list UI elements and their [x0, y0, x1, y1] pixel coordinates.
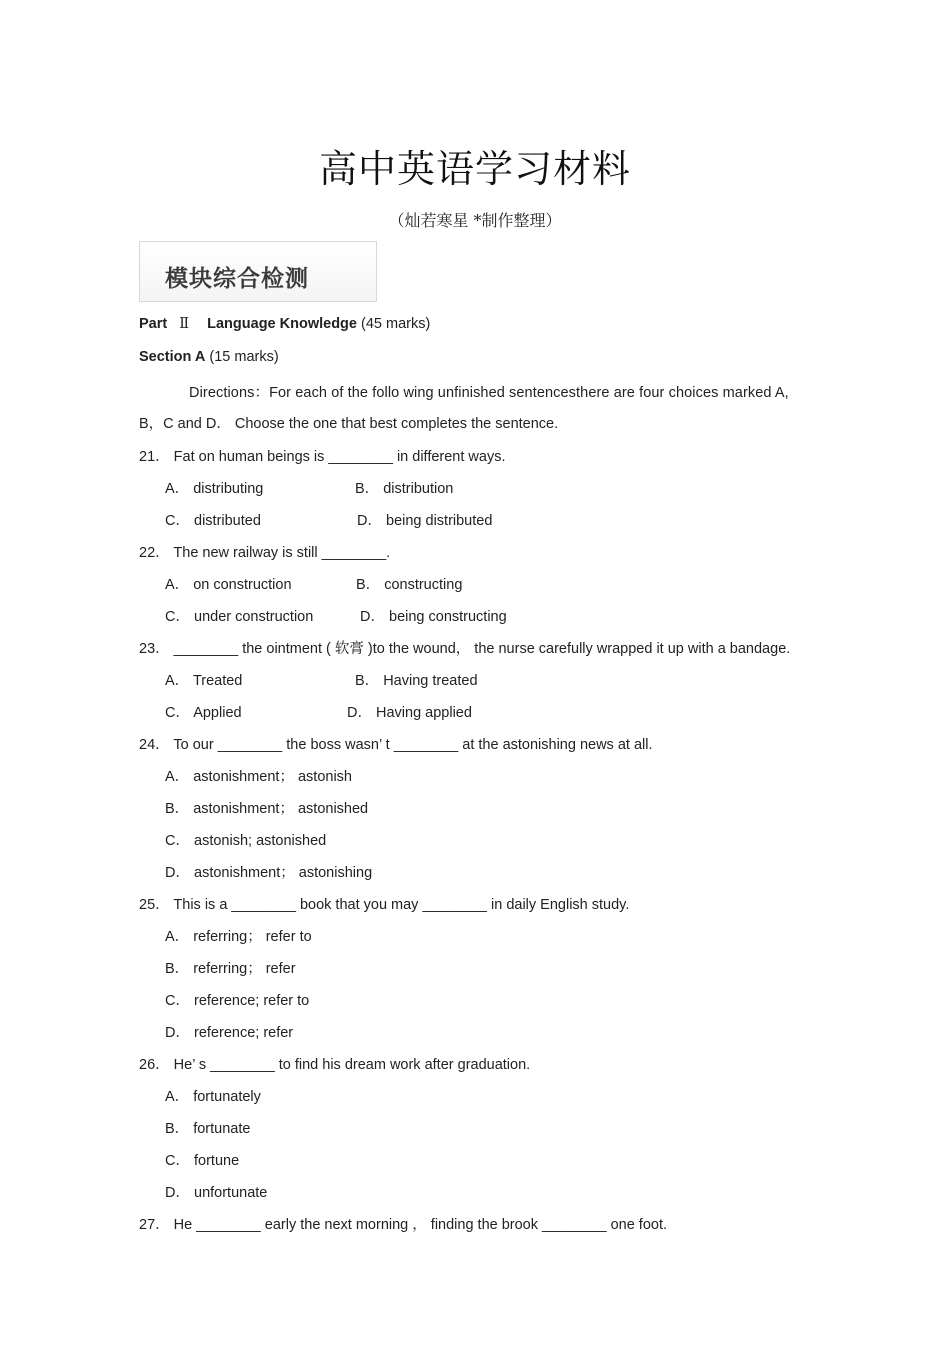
option-c: C． distributed	[165, 513, 261, 529]
option-d: D． unfortunate	[165, 1185, 268, 1201]
option-b: B． constructing	[356, 577, 463, 593]
question-stem: 27． He ________ early the next morning ， finding the brook ________ one foot.	[139, 1217, 668, 1233]
question-stem: 24． To our ________ the boss wasn’ t ________ at the astonishing news at all.	[139, 737, 653, 753]
option-b: B． Having treated	[355, 673, 478, 689]
part-name: Language Knowledge	[207, 316, 357, 332]
option-b: B． astonishment； astonished	[165, 801, 369, 817]
question-stem: 25． This is a ________ book that you may ________ in daily English study.	[139, 897, 630, 913]
option-d: D． astonishment； astonishing	[165, 865, 373, 881]
document-title: 高中英语学习材料	[318, 147, 631, 191]
directions-line-2: B，C and D． Choose the one that best completes the sentence.	[139, 416, 559, 432]
section-heading	[139, 349, 279, 365]
directions-line-1: Directions：For each of the follo wing unfinished sentencesthere are four choices marked A,	[189, 385, 789, 401]
option-d: D． being constructing	[360, 609, 507, 625]
option-a: A． Treated	[165, 673, 243, 689]
question-stem: 26． He’ s ________ to find his dream work after graduation.	[139, 1057, 531, 1073]
option-a: A． referring； refer to	[165, 929, 312, 945]
part-marks: (45 marks)	[361, 316, 431, 332]
module-badge	[139, 241, 377, 302]
question-stem: 21． Fat on human beings is ________ in different ways.	[139, 449, 506, 465]
option-b: B． referring； refer	[165, 961, 296, 977]
module-badge-label: 模块综合检测	[165, 266, 309, 292]
option-a: A． on construction	[165, 577, 292, 593]
part-heading	[139, 316, 430, 332]
option-d: D． Having applied	[347, 705, 472, 721]
option-a: A． astonishment； astonish	[165, 769, 352, 785]
option-a: A． distributing	[165, 481, 264, 497]
option-c: C． Applied	[165, 705, 242, 721]
option-c: C． under construction	[165, 609, 314, 625]
option-b: B． distribution	[355, 481, 454, 497]
question-stem: 22． The new railway is still ________.	[139, 545, 391, 561]
section-label: Section A	[139, 349, 206, 365]
option-d: D． being distributed	[357, 513, 493, 529]
option-c: C． reference; refer to	[165, 993, 310, 1009]
option-d: D． reference; refer	[165, 1025, 294, 1041]
document-subtitle: （灿若寒星 *制作整理）	[388, 211, 562, 230]
question-stem: 23． ________ the ointment ( 软膏 )to the wound， the nurse carefully wrapped it up with a bandage.	[139, 641, 791, 657]
option-c: C． fortune	[165, 1153, 240, 1169]
section-marks: (15 marks)	[209, 349, 279, 365]
option-a: A． fortunately	[165, 1089, 261, 1105]
option-b: B． fortunate	[165, 1121, 251, 1137]
part-label: Part	[139, 316, 168, 332]
part-numeral: Ⅱ	[179, 316, 190, 332]
option-c: C． astonish; astonished	[165, 833, 327, 849]
